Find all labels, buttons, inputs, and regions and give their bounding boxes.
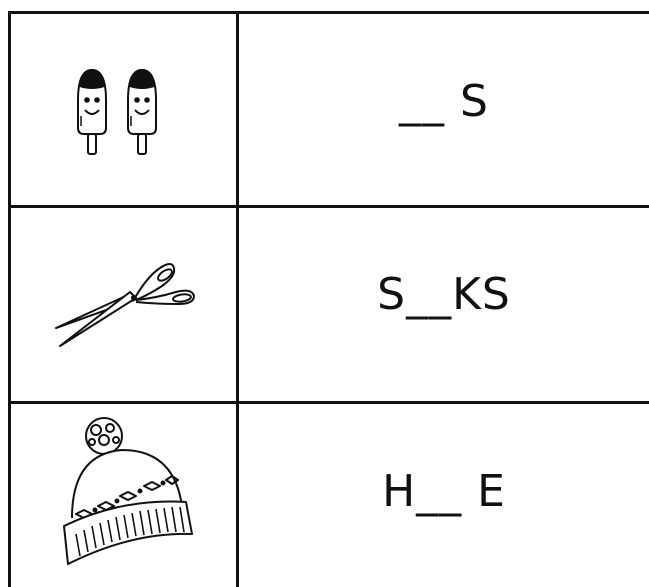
row-divider xyxy=(8,401,649,404)
row-divider xyxy=(8,205,649,208)
missing-letters-word: H__ E xyxy=(382,466,506,517)
scissors-icon xyxy=(52,258,202,354)
missing-letters-word: S__KS xyxy=(377,269,511,320)
popsicles-icon xyxy=(72,66,172,162)
missing-letters-word: __ S xyxy=(399,76,489,127)
beanie-hat-icon xyxy=(62,414,196,574)
